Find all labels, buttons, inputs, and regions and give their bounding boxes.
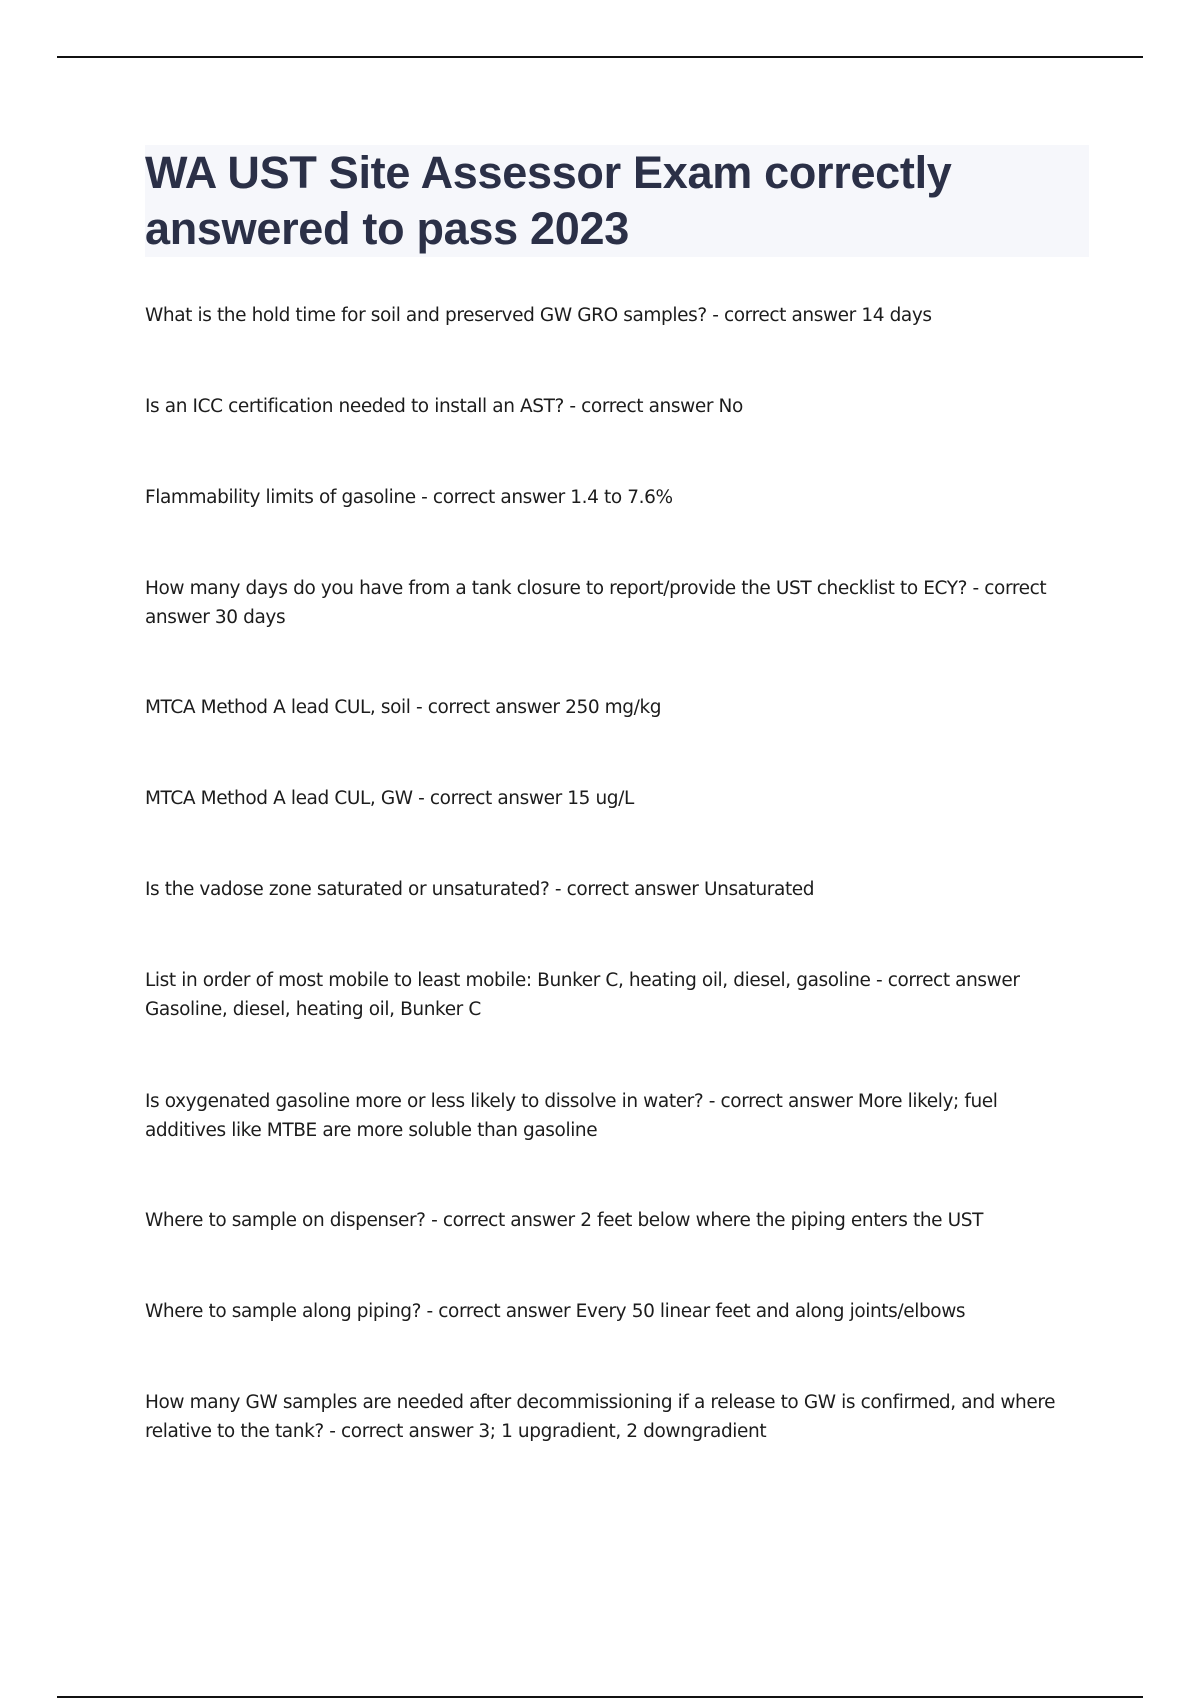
qa-item-4: How many days do you have from a tank closure to report/provide the UST checklist to ECY? - correct answer 30 days <box>145 578 1047 628</box>
document-title: WA UST Site Assessor Exam correctly answered to pass 2023 <box>145 147 952 254</box>
qa-item-7: Is the vadose zone saturated or unsaturated? - correct answer Unsaturated <box>145 879 815 900</box>
qa-item-11: Where to sample along piping? - correct answer Every 50 linear feet and along joints/elbows <box>145 1301 966 1322</box>
qa-item-1: What is the hold time for soil and preserved GW GRO samples? - correct answer 14 days <box>145 305 932 326</box>
qa-item-6: MTCA Method A lead CUL, GW - correct answer 15 ug/L <box>145 788 634 809</box>
title-block <box>145 145 1089 257</box>
qa-item-10: Where to sample on dispenser? - correct answer 2 feet below where the piping enters the UST <box>145 1210 983 1231</box>
qa-item-5: MTCA Method A lead CUL, soil - correct answer 250 mg/kg <box>145 697 662 718</box>
top-rule <box>57 56 1143 58</box>
qa-item-3: Flammability limits of gasoline - correct answer 1.4 to 7.6% <box>145 487 673 508</box>
bottom-rule <box>57 1696 1143 1698</box>
qa-item-2: Is an ICC certification needed to install an AST? - correct answer No <box>145 396 743 417</box>
qa-item-8: List in order of most mobile to least mobile: Bunker C, heating oil, diesel, gasoline - correct answer Gasoline, diesel, heating oil, Bunker C <box>145 970 1020 1020</box>
qa-item-9: Is oxygenated gasoline more or less likely to dissolve in water? - correct answer More likely; fuel additives like MTBE are more soluble than gasoline <box>145 1091 998 1141</box>
qa-item-12: How many GW samples are needed after decommissioning if a release to GW is confirmed, and where relative to the tank? - correct answer 3; 1 upgradient, 2 downgradient <box>145 1392 1056 1442</box>
